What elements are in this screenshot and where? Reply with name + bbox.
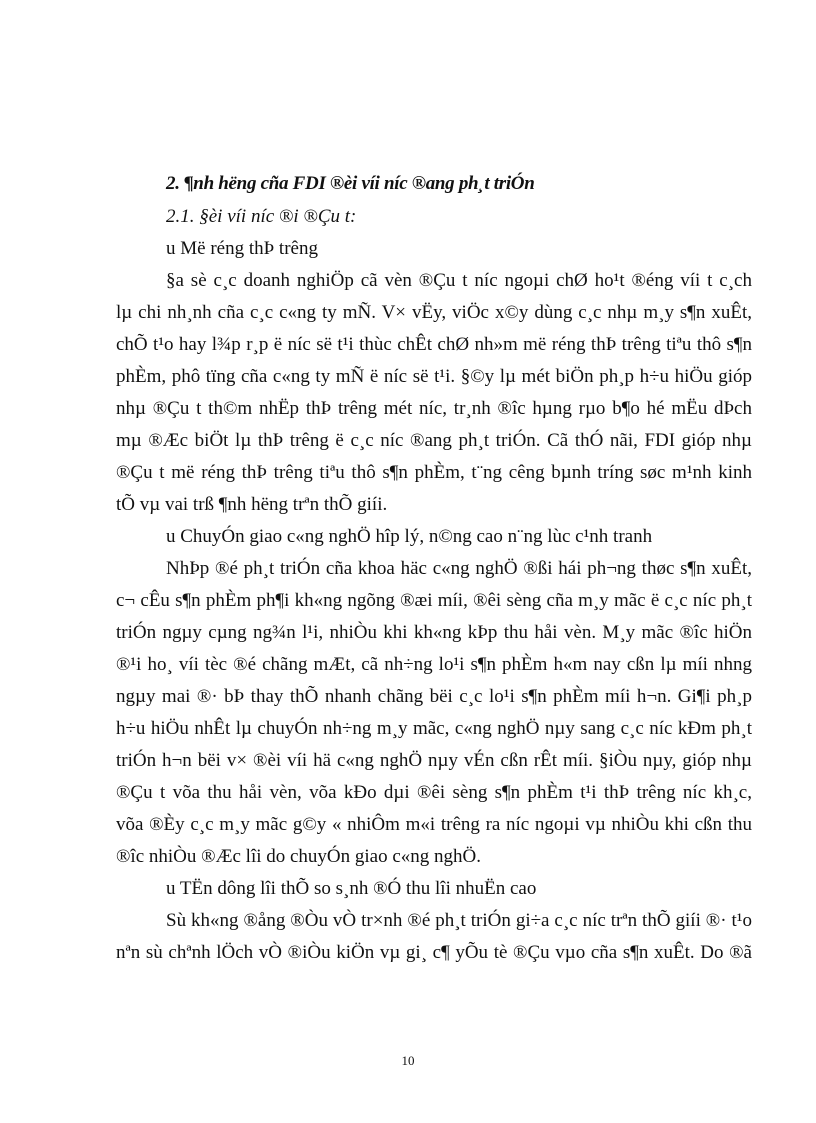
text-line: NhÞp ®é ph¸t triÓn cña khoa häc c«ng nghÖ ®ßi hái ph¬ng thøc s¶n xuÊt, [166,558,752,579]
text-line: mµ ®Æc biÖt lµ thÞ trêng ë c¸c níc ®ang ph¸t triÓn. Cã thÓ nãi, FDI gióp nhµ [116,430,752,451]
bullet-comparative-advantage: u TËn dông lîi thÕ so s¸nh ®Ó thu lîi nhuËn cao [166,878,537,899]
bullet-market-expansion: u Më réng thÞ trêng [166,238,318,259]
page-content [116,168,752,969]
text-line: ®Çu t më réng thÞ trêng tiªu thô s¶n phÈm, t¨ng cêng bµnh tríng søc m¹nh kinh [116,462,752,483]
text-line: triÓn h¬n bëi v× ®èi víi hä c«ng nghÖ nµy vÉn cßn rÊt míi. §iÒu nµy, gióp nhµ [116,750,752,771]
text-line: h÷u hiÖu nhÊt lµ chuyÓn nh÷ng m¸y mãc, c«ng nghÖ nµy sang c¸c níc kÐm ph¸t [116,718,752,739]
text-line: c¬ cÊu s¶n phÈm ph¶i kh«ng ngõng ®æi míi, ®êi sèng cña m¸y mãc ë c¸c níc ph¸t [116,590,752,611]
text-line: ®¹i ho¸ víi tèc ®é chãng mÆt, cã nh÷ng lo¹i s¶n phÈm h«m nay cßn lµ míi nhng [116,654,752,675]
paragraph-market-expansion [116,265,752,521]
subsection-heading: 2.1. §èi víi níc ®i ®Çu t: [166,206,357,227]
text-line: ngµy mai ®· bÞ thay thÕ nhanh chãng bëi c¸c lo¹i s¶n phÈm míi h¬n. Gi¶i ph¸p [116,686,752,707]
text-line: chÕ t¹o hay l¾p r¸p ë níc së t¹i thùc chÊt chØ nh»m më réng thÞ trêng tiªu thô s¶n [116,334,752,355]
text-line: §a sè c¸c doanh nghiÖp cã vèn ®Çu t níc ngoµi chØ ho¹t ®éng víi t c¸ch [166,270,752,291]
text-line: ®îc nhiÒu ®Æc lîi do chuyÓn giao c«ng nghÖ. [116,846,482,867]
text-line: tÕ vµ vai trß ¶nh hëng trªn thÕ giíi. [116,494,388,515]
text-line: phÈm, phô tïng cña c«ng ty mÑ ë níc së t¹i. §©y lµ mét biÖn ph¸p h÷u hiÖu gióp [116,366,752,387]
text-line: Sù kh«ng ®ång ®Òu vÒ tr×nh ®é ph¸t triÓn gi÷a c¸c níc trªn thÕ giíi ®· t¹o [166,910,752,931]
bullet-technology-transfer: u ChuyÓn giao c«ng nghÖ hîp lý, n©ng cao n¨ng lùc c¹nh tranh [166,526,653,547]
text-line: ®Çu t võa thu håi vèn, võa kÐo dµi ®êi sèng s¶n phÈm t¹i thÞ trêng níc kh¸c, [116,782,752,803]
page-number: 10 [401,1053,415,1068]
section-heading: 2. ¶nh hëng cña FDI ®èi víi níc ®ang ph¸t triÓn [166,173,535,194]
text-line: nªn sù chªnh lÖch vÒ ®iÒu kiÖn vµ gi¸ c¶ yÕu tè ®Çu vµo cña s¶n xuÊt. Do ®ã [116,942,752,963]
text-line: lµ chi nh¸nh cña c¸c c«ng ty mÑ. V× vËy, viÖc x©y dùng c¸c nhµ m¸y s¶n xuÊt, [116,302,752,323]
text-line: triÓn ngµy cµng ng¾n l¹i, nhiÒu khi kh«ng kÞp thu håi vèn. M¸y mãc ®îc hiÖn [116,622,752,643]
text-line: võa ®Èy c¸c m¸y mãc g©y « nhiÔm m«i trêng ra níc ngoµi vµ nhiÒu khi cßn thu [116,814,752,835]
text-line: nhµ ®Çu t th©m nhËp thÞ trêng mét níc, tr¸nh ®îc hµng rµo b¶o hé mËu dÞch [116,398,752,419]
paragraph-comparative-advantage [116,905,752,969]
paragraph-technology-transfer [116,553,752,873]
